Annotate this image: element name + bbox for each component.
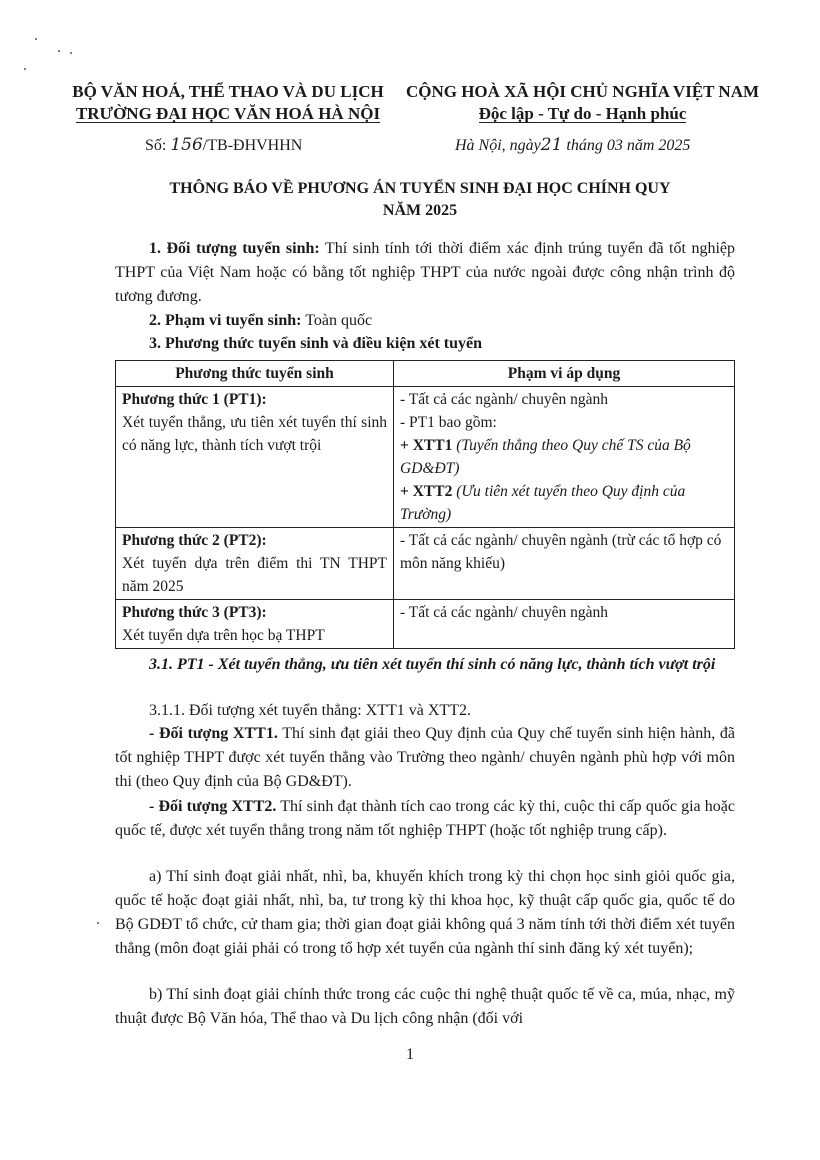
- section-1: [115, 237, 735, 309]
- scope-line: - Tất cả các ngành/ chuyên ngành: [400, 604, 609, 621]
- item-b: b) Thí sinh đoạt giải chính thức trong các cuộc thi nghệ thuật quốc tế về ca, múa, nhạc, mỹ thuật được Bộ Văn hóa, Thể thao và Du lịch công nhận (đối với: [115, 986, 735, 1027]
- section-3-heading: 3. Phương thức tuyển sinh và điều kiện xét tuyển: [149, 335, 482, 352]
- table-cell-scope: [394, 387, 735, 528]
- method-desc: Xét tuyển thẳng, ưu tiên xét tuyển thí sinh có năng lực, thành tích vượt trội: [122, 414, 387, 454]
- title-line-2: NĂM 2025: [382, 202, 458, 219]
- item-a: a) Thí sinh đoạt giải nhất, nhì, ba, khuyến khích trong kỳ thi chọn học sinh giỏi quốc gia, quốc tế hoặc đoạt giải nhất, nhì, ba, tư trong kỳ thi khoa học, kỹ thuật cấp quốc gia, quốc tế do Bộ GDĐT tổ chức, cử tham gia; thời gian đoạt giải không quá 3 năm tính tới thời điểm xét tuyển thẳng (môn đoạt giải phải có trong tổ hợp xét tuyển của ngành thí sinh đăng ký xét tuyển);: [115, 868, 735, 957]
- xtt1-paragraph-text: Thí sinh đạt giải theo Quy định của Quy chế tuyển sinh hiện hành, đã tốt nghiệp THPT được xét tuyển thẳng vào Trường theo ngành/ chuyên ngành phù hợp với môn thi (theo Quy định của Bộ GD&ĐT).: [115, 725, 736, 790]
- section-2: [115, 309, 735, 333]
- university-name: [58, 103, 398, 124]
- scope-line: - Tất cả các ngành/ chuyên ngành: [400, 391, 609, 408]
- motto-text: Độc lập - Tự do - Hạnh phúc: [478, 104, 687, 123]
- scan-speck: [70, 52, 72, 54]
- section-2-label: 2. Phạm vi tuyển sinh:: [149, 312, 302, 329]
- page-number: 1: [406, 1046, 414, 1063]
- scan-speck: [24, 68, 26, 70]
- motto: [395, 103, 770, 124]
- table-row: [116, 600, 735, 649]
- scope-line: - PT1 bao gồm:: [400, 414, 497, 431]
- scope-xtt2: [400, 480, 728, 526]
- document-number: [145, 135, 302, 155]
- xtt2-paragraph: [115, 795, 735, 843]
- table-cell-method: [116, 387, 394, 528]
- table-cell-scope: [394, 528, 735, 600]
- number-suffix: /TB-ĐHVHHN: [202, 137, 303, 154]
- date-suffix: tháng 03 năm 2025: [566, 137, 691, 154]
- table-row: [116, 528, 735, 600]
- section-3-1-title: 3.1. PT1 - Xét tuyển thẳng, ưu tiên xét tuyển thí sinh có năng lực, thành tích vượt trội: [149, 656, 716, 673]
- table-header-row: [116, 361, 735, 387]
- scan-speck: [97, 922, 99, 924]
- method-title: Phương thức 2 (PT2):: [122, 532, 267, 549]
- scope-xtt1: [400, 434, 728, 480]
- xtt2-paragraph-label: - Đối tượng XTT2.: [149, 798, 277, 815]
- title-line-1: THÔNG BÁO VỀ PHƯƠNG ÁN TUYỂN SINH ĐẠI HỌC CHÍNH QUY: [169, 180, 671, 197]
- section-2-text: Toàn quốc: [305, 312, 373, 329]
- admission-methods-table: [115, 360, 735, 649]
- table-cell-scope: [394, 600, 735, 649]
- scope-line: - Tất cả các ngành/ chuyên ngành (trừ các tổ hợp có môn năng khiếu): [400, 532, 722, 572]
- country-name: CỘNG HOÀ XÃ HỘI CHỦ NGHĨA VIỆT NAM: [405, 82, 760, 101]
- method-desc: Xét tuyển dựa trên điểm thi TN THPT năm 2025: [122, 555, 387, 595]
- ministry-name: BỘ VĂN HOÁ, THỂ THAO VÀ DU LỊCH: [72, 82, 384, 101]
- table-header-method: Phương thức tuyển sinh: [116, 361, 394, 387]
- xtt1-paragraph-label: - Đối tượng XTT1.: [149, 725, 278, 742]
- table-cell-method: [116, 600, 394, 649]
- xtt1-paragraph: [115, 722, 735, 794]
- table-cell-method: [116, 528, 394, 600]
- section-1-label: 1. Đối tượng tuyển sinh:: [149, 240, 320, 257]
- xtt1-desc: (Tuyển thẳng theo Quy chế TS của Bộ GD&ĐT): [400, 437, 691, 477]
- table-header-scope: Phạm vi áp dụng: [394, 361, 735, 387]
- xtt1-label: + XTT1: [400, 437, 453, 454]
- handwritten-day: 21: [540, 135, 563, 155]
- section-3-1-1: 3.1.1. Đối tượng xét tuyển thẳng: XTT1 và XTT2.: [149, 702, 471, 719]
- document-title: [100, 178, 740, 222]
- xtt2-paragraph-text: Thí sinh đạt thành tích cao trong các kỳ thi, cuộc thi cấp quốc gia hoặc quốc tế, được xét tuyển thẳng trong năm tốt nghiệp THPT (hoặc tốt nghiệp trung cấp).: [115, 798, 735, 839]
- scan-speck: [58, 50, 60, 52]
- method-desc: Xét tuyển dựa trên học bạ THPT: [122, 627, 325, 644]
- scan-speck: [35, 38, 37, 40]
- table-row: [116, 387, 735, 528]
- xtt2-desc: (Ưu tiên xét tuyển theo Quy định của Trường): [400, 483, 686, 523]
- number-prefix: Số:: [145, 137, 167, 154]
- handwritten-number: 156: [170, 135, 203, 155]
- method-title: Phương thức 3 (PT3):: [122, 604, 267, 621]
- university-name-text: TRƯỜNG ĐẠI HỌC VĂN HOÁ HÀ NỘI: [75, 104, 381, 123]
- date-prefix: Hà Nội, ngày: [455, 137, 541, 154]
- method-title: Phương thức 1 (PT1):: [122, 391, 267, 408]
- section-1-text: Thí sinh tính tới thời điểm xác định trúng tuyển đã tốt nghiệp THPT của Việt Nam hoặc có bằng tốt nghiệp THPT của nước ngoài được công nhận trình độ tương đương.: [115, 240, 735, 305]
- xtt2-label: + XTT2: [400, 483, 453, 500]
- document-date: [455, 135, 690, 155]
